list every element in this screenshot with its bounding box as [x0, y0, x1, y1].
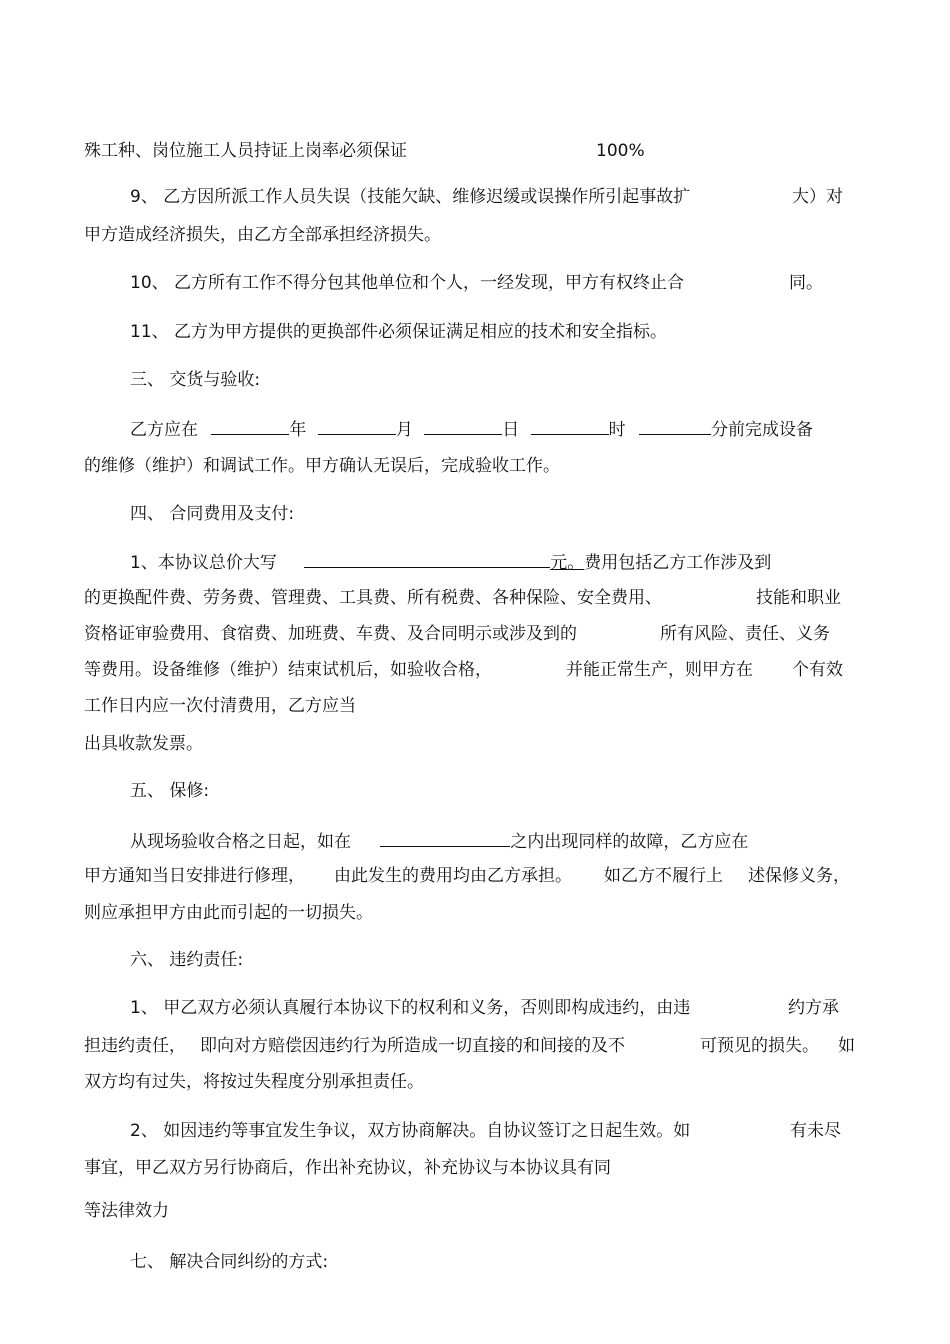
text-line: 担违约责任，	[84, 1036, 186, 1056]
breach-clause-1: 1、 甲乙双方必须认真履行本协议下的权利和义务，否则即构成违约，由违	[130, 998, 691, 1018]
text-fragment: 由此发生的费用均由乙方承担。	[334, 866, 572, 886]
text-line: 甲方造成经济损失，由乙方全部承担经济损失。	[84, 225, 441, 245]
section-heading-5: 五、 保修:	[130, 781, 210, 801]
breach-clause-2: 2、 如因违约等事宜发生争议，双方协商解决。自协议签订之日起生效。如	[130, 1121, 691, 1141]
text-line: 工作日内应一次付清费用，乙方应当	[84, 696, 356, 716]
text-fragment: 同。	[789, 273, 823, 293]
text-line: 出具收款发票。	[84, 734, 203, 754]
hour-blank[interactable]	[531, 417, 609, 435]
text-line: 双方均有过失，将按过失程度分别承担责任。	[84, 1072, 424, 1092]
text-line: 事宜，甲乙双方另行协商后，作出补充协议，补充协议与本协议具有同	[84, 1158, 611, 1178]
section-heading-4: 四、 合同费用及支付:	[130, 504, 295, 524]
price-line: 1、本协议总价大写 元。费用包括乙方工作涉及到	[130, 550, 771, 574]
text-line: 的维修（维护）和调试工作。甲方确认无误后，完成验收工作。	[84, 456, 560, 476]
text-fragment: 可预见的损失。	[700, 1036, 819, 1056]
text-fragment: 所有风险、责任、义务	[660, 624, 830, 644]
text-line: 则应承担甲方由此而引起的一切损失。	[84, 903, 373, 923]
text-fragment: 并能正常生产，则甲方在	[566, 660, 753, 680]
clause-9: 9、 乙方因所派工作人员失误（技能欠缺、维修迟缓或误操作所引起事故扩	[130, 187, 691, 207]
section-heading-6: 六、 违约责任:	[130, 950, 244, 970]
section-heading-3: 三、 交货与验收:	[130, 370, 261, 390]
text-fragment: 有未尽	[790, 1121, 841, 1141]
text-fragment: 大）对	[792, 187, 843, 207]
text-line: 殊工种、岗位施工人员持证上岗率必须保证	[84, 141, 407, 161]
text-fragment: 即向对方赔偿因违约行为所造成一切直接的和间接的及不	[200, 1036, 625, 1056]
warranty-period-blank[interactable]	[380, 829, 510, 847]
text-fragment: 约方承	[788, 998, 839, 1018]
total-price-blank[interactable]	[304, 550, 550, 568]
month-blank[interactable]	[318, 417, 396, 435]
clause-10: 10、 乙方所有工作不得分包其他单位和个人，一经发现，甲方有权终止合	[130, 273, 685, 293]
text-line: 甲方通知当日安排进行修理，	[84, 866, 305, 886]
text-fragment: 如	[838, 1036, 855, 1056]
delivery-date-line: 乙方应在 年 月 日 时 分前完成设备	[130, 417, 813, 441]
text-line: 的更换配件费、劳务费、管理费、工具费、所有税费、各种保险、安全费用、	[84, 588, 662, 608]
text-line: 资格证审验费用、食宿费、加班费、车费、及合同明示或涉及到的	[84, 624, 577, 644]
day-blank[interactable]	[424, 417, 502, 435]
section-heading-7: 七、 解决合同纠纷的方式:	[130, 1252, 329, 1272]
text-line: 等法律效力	[84, 1201, 169, 1221]
text-line: 等费用。设备维修（维护）结束试机后，如验收合格，	[84, 660, 492, 680]
minute-blank[interactable]	[639, 417, 711, 435]
text-fragment: 个有效	[792, 660, 843, 680]
warranty-line: 从现场验收合格之日起，如在 之内出现同样的故障，乙方应在	[130, 829, 748, 853]
percentage-value: 100%	[596, 141, 645, 161]
clause-11: 11、 乙方为甲方提供的更换部件必须保证满足相应的技术和安全指标。	[130, 322, 668, 342]
year-blank[interactable]	[211, 417, 289, 435]
text-fragment: 述保修义务，	[748, 866, 850, 886]
text-fragment: 技能和职业	[756, 588, 841, 608]
text-fragment: 如乙方不履行上	[604, 866, 723, 886]
